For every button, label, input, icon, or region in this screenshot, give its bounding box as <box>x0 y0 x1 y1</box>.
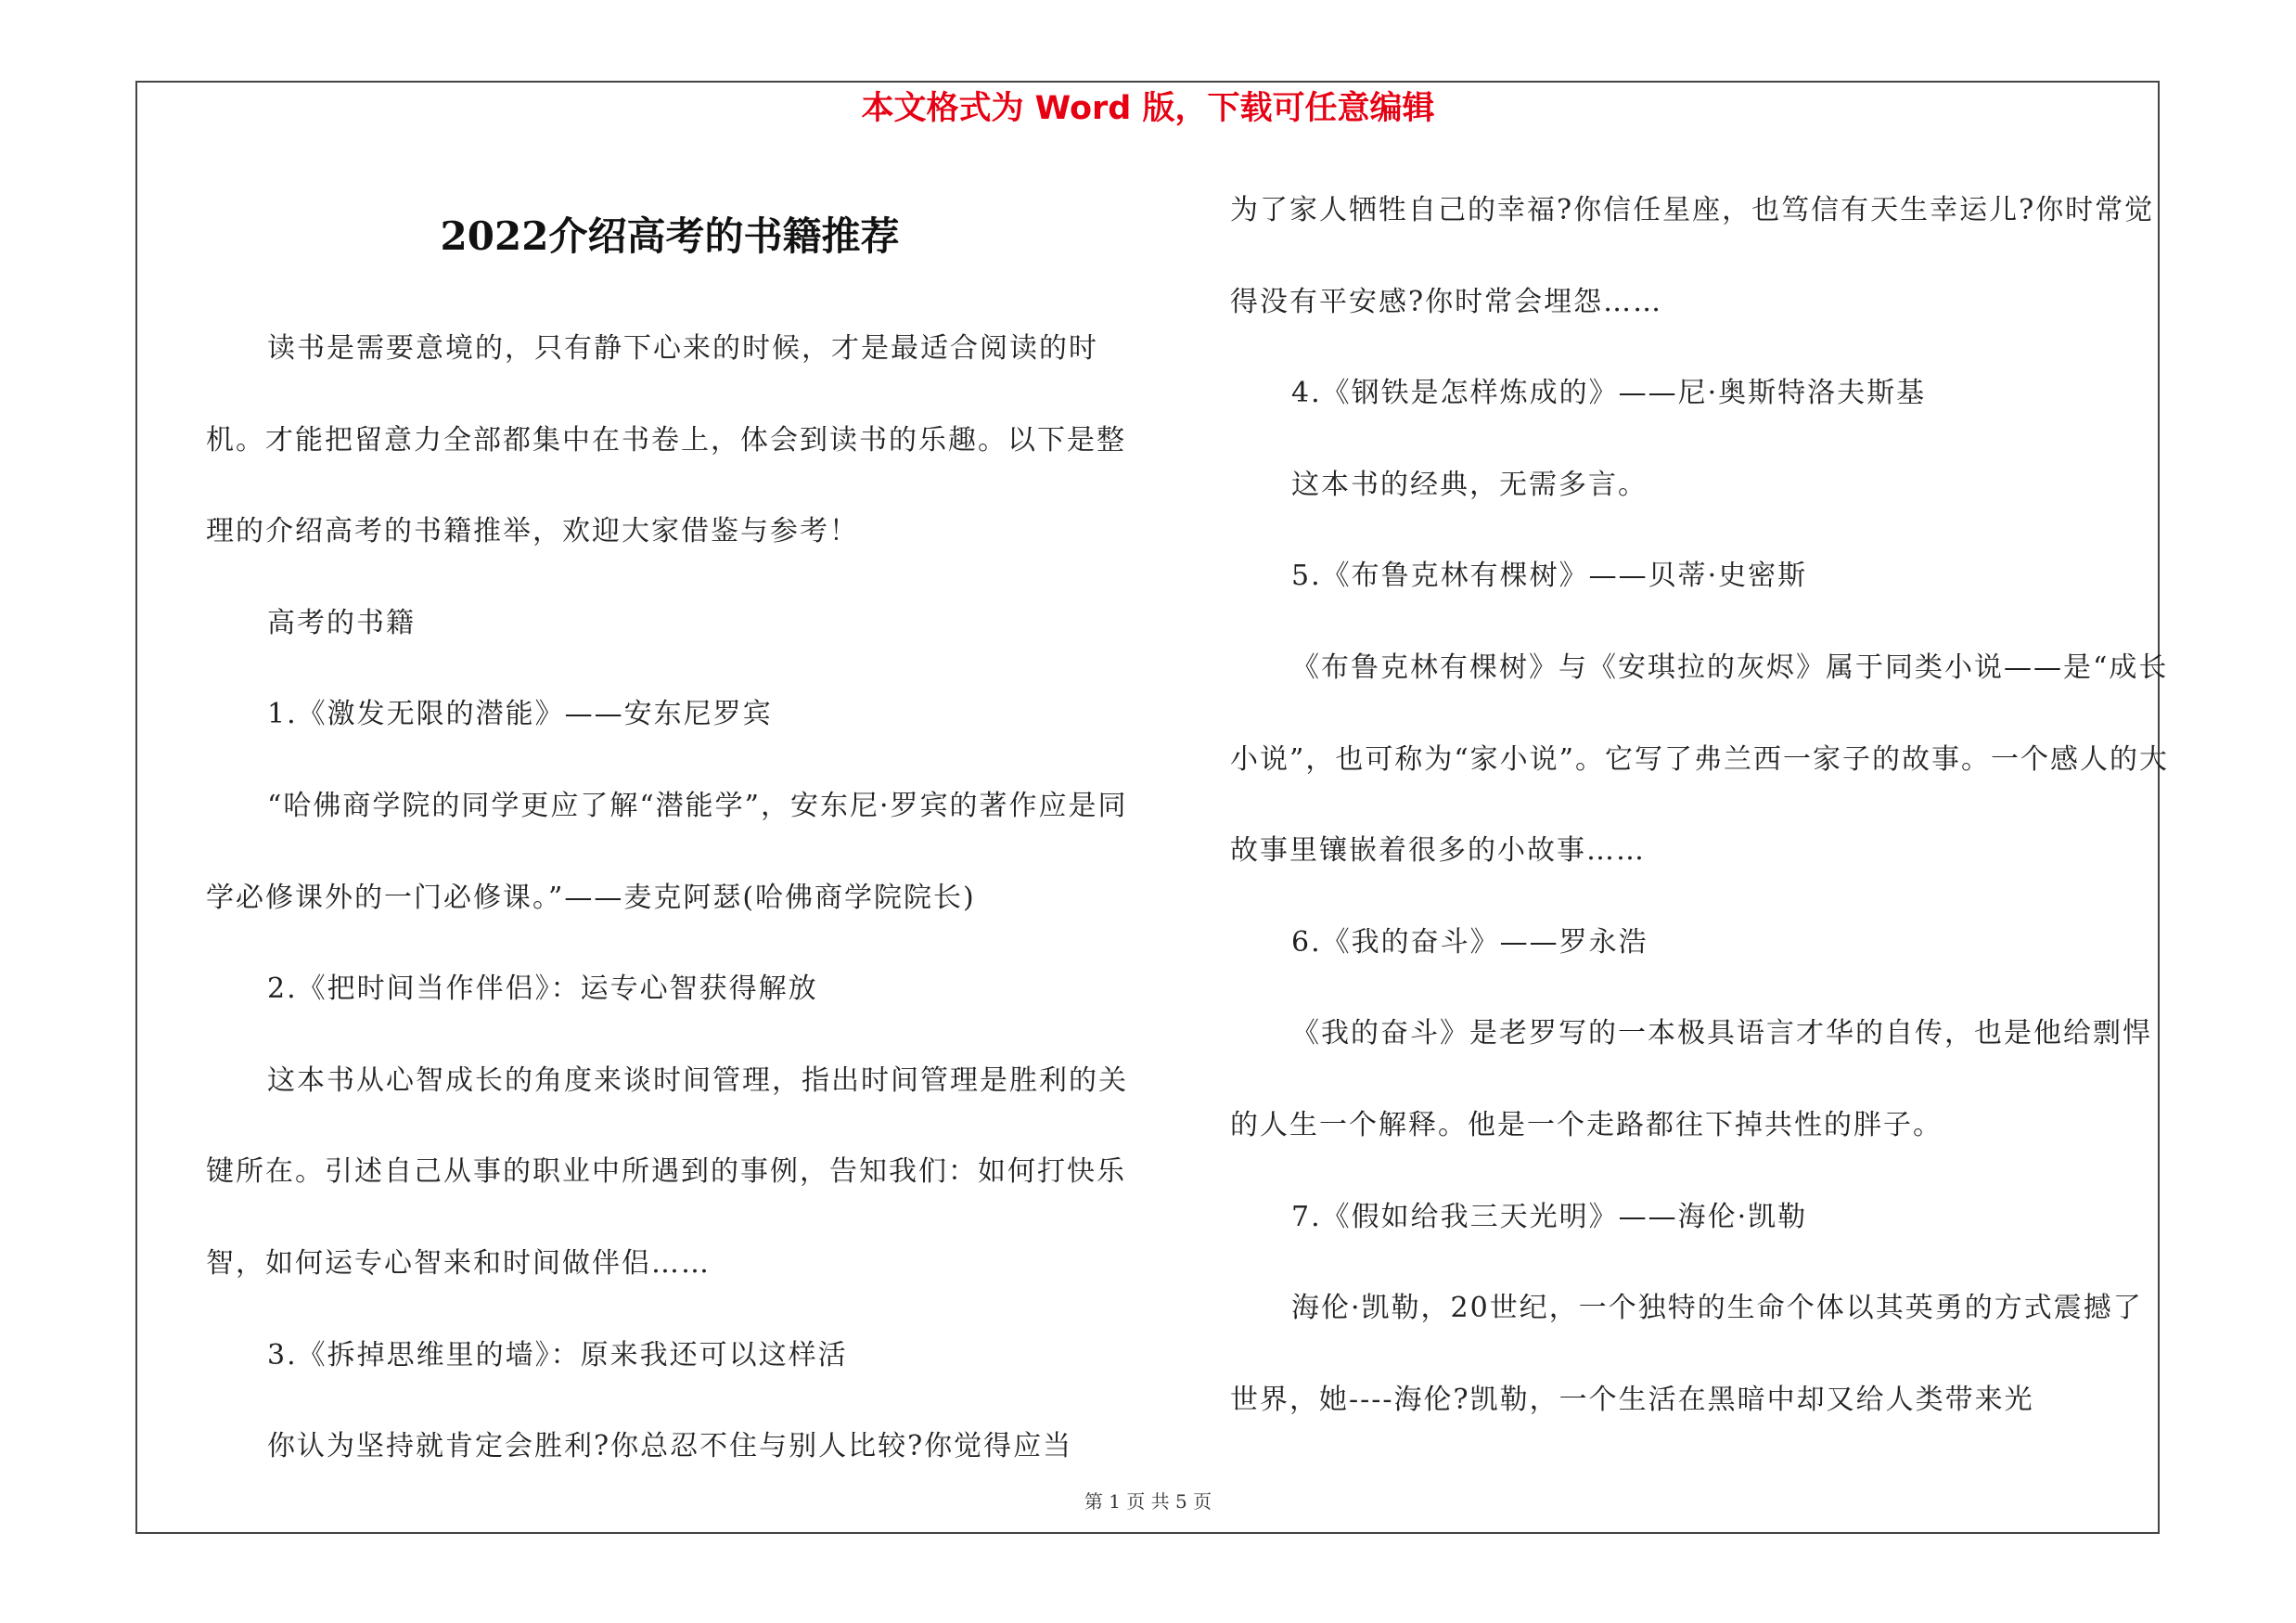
book-item-heading: 2.《把时间当作伴侣》：运专心智获得解放 <box>267 973 818 1006</box>
book-item-heading: 3.《拆掉思维里的墙》：原来我还可以这样活 <box>267 1338 848 1372</box>
page-number-footer: 第 1 页 共 5 页 <box>1084 1490 1212 1513</box>
book-item-heading: 5.《布鲁克林有棵树》——贝蒂·史密斯 <box>1291 560 1808 593</box>
book-item-description: “哈佛商学院的同学更应了解“潜能学”，安东尼·罗宾的著作应是同学必修课外的一门必修课。”——麦克阿瑟(哈佛商学院院长) <box>206 789 1128 914</box>
book-item-description: 这本书的经典，无需多言。 <box>1291 468 1648 501</box>
right-column <box>1230 165 2169 1446</box>
intro-paragraph: 读书是需要意境的，只有静下心来的时候，才是最适合阅读的时机。才能把留意力全部都集中在书卷上，体会到读书的乐趣。以下是整理的介绍高考的书籍推举，欢迎大家借鉴与参考！ <box>206 332 1126 548</box>
book-item-description: 你认为坚持就肯定会胜利?你总忍不住与别人比较?你觉得应当 <box>267 1430 1073 1463</box>
left-column <box>206 303 1134 1493</box>
edit-notice-banner: 本文格式为 Word 版，下载可任意编辑 <box>861 90 1435 127</box>
book-item-description: 海伦·凯勒，20世纪，一个独特的生命个体以其英勇的方式震撼了世界，她----海伦?凯勒，一个生活在黑暗中却又给人类带来光 <box>1230 1292 2143 1416</box>
book-item-heading: 6.《我的奋斗》——罗永浩 <box>1291 925 1648 959</box>
continued-paragraph: 为了家人牺牲自己的幸福?你信任星座，也笃信有天生幸运儿?你时常觉得没有平安感?你时常会埋怨…… <box>1230 194 2155 318</box>
book-item-description: 《我的奋斗》是老罗写的一本极具语言才华的自传，也是他给剽悍的人生一个解释。他是一个走路都往下掉共性的胖子。 <box>1230 1017 2152 1141</box>
book-item-description: 这本书从心智成长的角度来谈时间管理，指出时间管理是胜利的关键所在。引述自己从事的职业中所遇到的事例，告知我们：如何打快乐智，如何运专心智来和时间做伴侣…… <box>206 1063 1128 1280</box>
document-title: 2022介绍高考的书籍推荐 <box>440 213 900 259</box>
book-item-heading: 7.《假如给我三天光明》——海伦·凯勒 <box>1291 1200 1808 1233</box>
book-item-heading: 4.《钢铁是怎样炼成的》——尼·奥斯特洛夫斯基 <box>1291 377 1927 410</box>
section-heading: 高考的书籍 <box>267 606 416 639</box>
book-item-heading: 1.《激发无限的潜能》——安东尼罗宾 <box>267 698 773 731</box>
book-item-description: 《布鲁克林有棵树》与《安琪拉的灰烬》属于同类小说——是“成长小说”，也可称为“家小说”。它写了弗兰西一家子的故事。一个感人的大故事里镶嵌着很多的小故事…… <box>1230 650 2170 868</box>
